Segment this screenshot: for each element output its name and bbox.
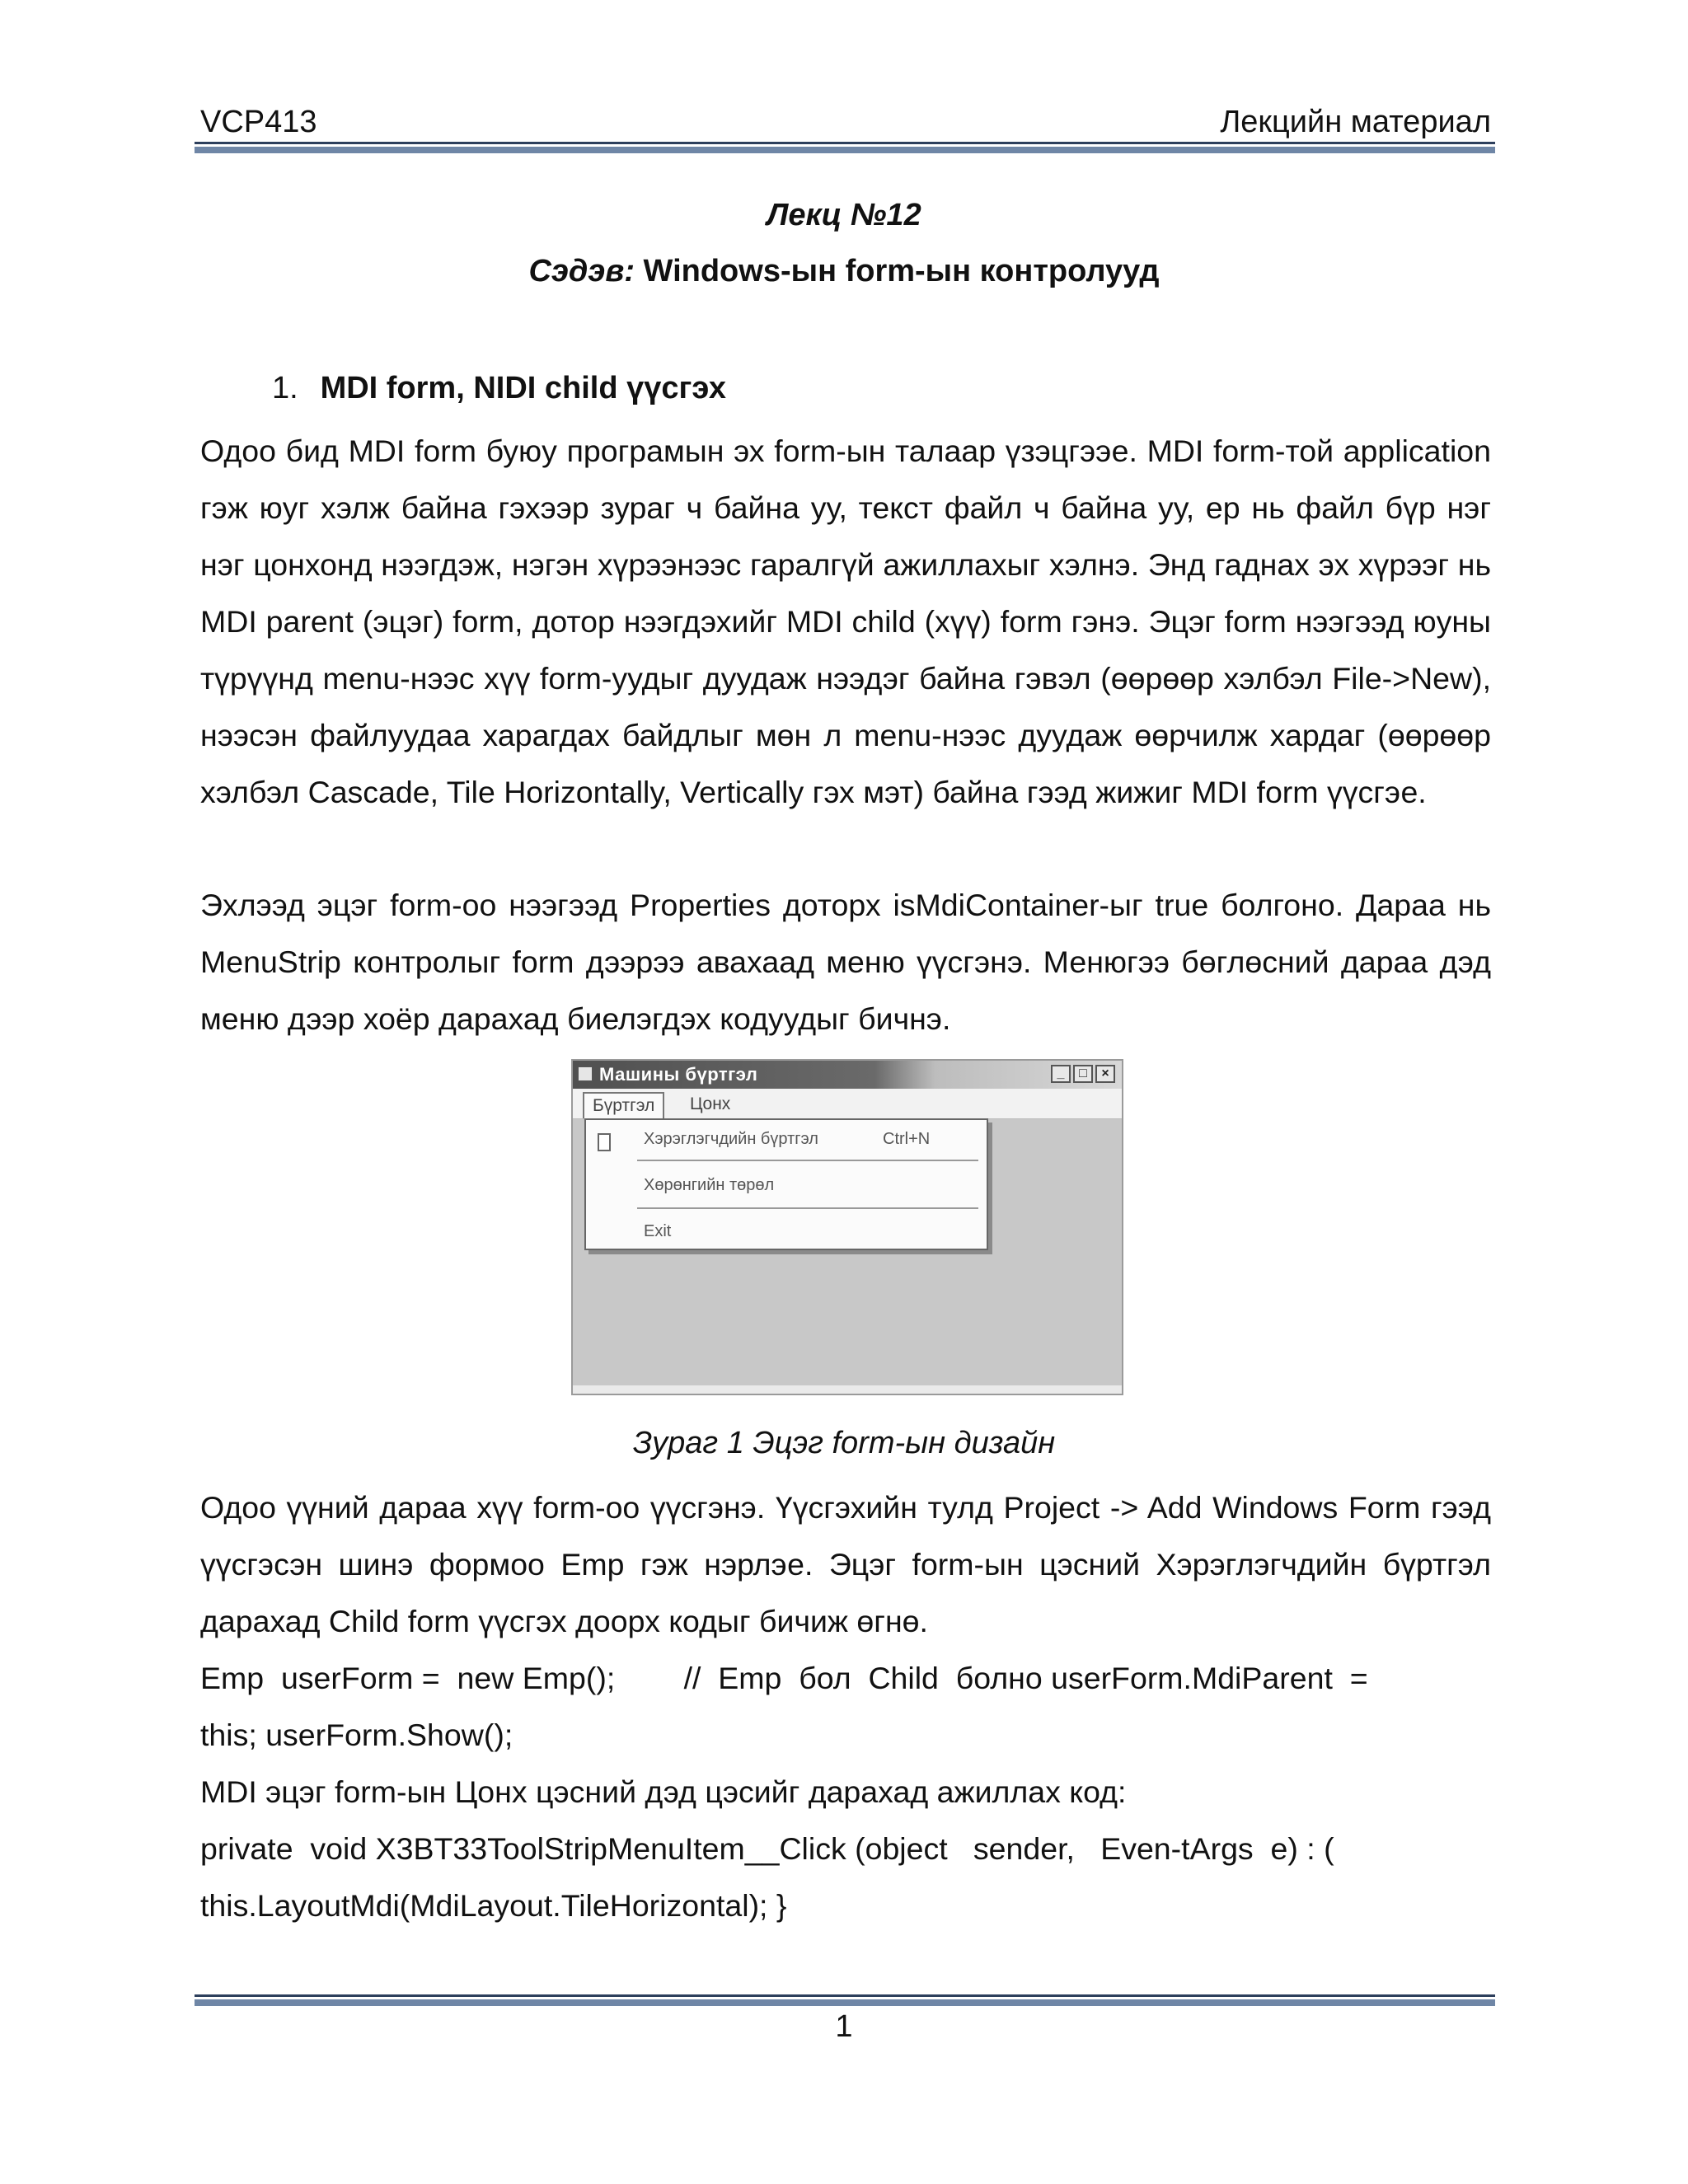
- menu-bar: [573, 1089, 1122, 1119]
- section-title: MDI form, NIDI child үүсгэх: [320, 371, 726, 405]
- code-line: this; userForm.Show();: [200, 1718, 513, 1752]
- shortcut-label: Ctrl+N: [883, 1130, 931, 1148]
- figure-caption: Зураг 1 Эцэг form-ын дизайн: [632, 1426, 1056, 1460]
- close-icon: ×: [1095, 1065, 1115, 1083]
- menu-item-user-registration: Хэрэглэгчдийн бүртгэл: [644, 1130, 818, 1148]
- lecture-topic: [0, 254, 1688, 289]
- document-type: Лекцийн материал: [1220, 105, 1491, 139]
- code-block-child: [200, 1650, 1491, 1764]
- app-icon: [578, 1066, 593, 1081]
- course-code: VCP413: [200, 105, 317, 139]
- minimize-icon: _: [1051, 1065, 1071, 1083]
- menu-separator: [637, 1160, 978, 1161]
- menu-item-exit: Exit: [644, 1222, 672, 1240]
- paragraph-window-menu: MDI эцэг form-ын Цонх цэсний дэд цэсийг дарахад ажиллах код:: [200, 1774, 1127, 1809]
- menu-item-asset-type: Хөрөнгийн төрөл: [644, 1176, 775, 1194]
- code-line: private void X3BT33ToolStripMenuItem__Click (object sender, Even-tArgs e) : (: [200, 1831, 1334, 1866]
- window-title: Машины бүртгэл: [599, 1064, 758, 1085]
- code-line: Emp userForm = new Emp(); // Emp бол Child болно userForm.MdiParent =: [200, 1661, 1368, 1695]
- code-line: this.LayoutMdi(MdiLayout.TileHorizontal); }: [200, 1888, 787, 1923]
- footer-rule: [195, 1994, 1495, 2006]
- topic-text: Windows-ын form-ын контролууд: [643, 254, 1160, 288]
- topic-label: Сэдэв:: [528, 254, 635, 288]
- form-bottom-edge: [573, 1385, 1122, 1394]
- code-block-layout: [200, 1821, 1491, 1934]
- window-controls: [1051, 1065, 1115, 1083]
- paragraph-intro: Одоо бид MDI form буюу програмын эх form-ын талаар үзэцгээе. MDI form-той application гэж юуг хэлж байна гэхээр зураг ч байна уу, текст файл ч байна уу, ер нь файл бүр нэг нэг цонхонд нээгдэж, нэгэн хүрээнээс гаралгүй ажиллахыг хэлнэ. Энд гаднах эх хүрээг нь MDI parent (эцэг) form, дотор нээгдэхийг MDI child (хүү) form гэнэ. Эцэг form нээгээд юуны түрүүнд menu-нээс хүү form-уудыг дуудаж нээдэг байна гэвэл (өөрөөр хэлбэл File->New), нээсэн файлуудаа харагдах байдлыг мөн л menu-нээс дуудаж өөрчилж хардаг (өөрөөр хэлбэл Cascade, Tile Horizontally, Vertically гэх мэт) байна гээд жижиг MDI form үүсгэе.: [200, 434, 1491, 809]
- paragraph-child-form: Одоо үүний дараа хүү form-оо үүсгэнэ. Үүсгэхийн тулд Project -> Add Windows Form гээд үүсгэсэн шинэ формоо Emp гэж нэрлэе. Эцэг form-ын цэсний Хэрэглэгчдийн бүртгэл дарахад Child form үүсгэх доорх кодыг бичиж өгнө.: [200, 1490, 1491, 1638]
- lecture-title: Лекц №12: [767, 198, 921, 232]
- maximize-icon: □: [1073, 1065, 1093, 1083]
- dropdown-menu: [584, 1118, 988, 1250]
- section-heading: [272, 371, 726, 406]
- page-header: [200, 97, 1491, 140]
- mdi-form-screenshot: [571, 1059, 1123, 1395]
- section-number: 1.: [272, 371, 298, 405]
- header-rule: [195, 142, 1495, 153]
- paragraph-steps: Эхлээд эцэг form-оо нээгээд Properties доторх isMdiContainer-ыг true болгоно. Дараа нь MenuStrip контролыг form дээрээ авахаад меню үүсгэнэ. Менюгээ бөглөсний дараа дэд меню дээр хоёр дарахад биелэгдэх кодуудыг бичнэ.: [200, 888, 1491, 1036]
- menu-window: Цонх: [690, 1094, 731, 1113]
- window-titlebar: [573, 1061, 1122, 1089]
- menu-separator: [637, 1207, 978, 1209]
- document-icon: [598, 1133, 611, 1151]
- page-number: 1: [835, 2009, 853, 2044]
- menu-registration: Бүртгэл: [583, 1092, 664, 1118]
